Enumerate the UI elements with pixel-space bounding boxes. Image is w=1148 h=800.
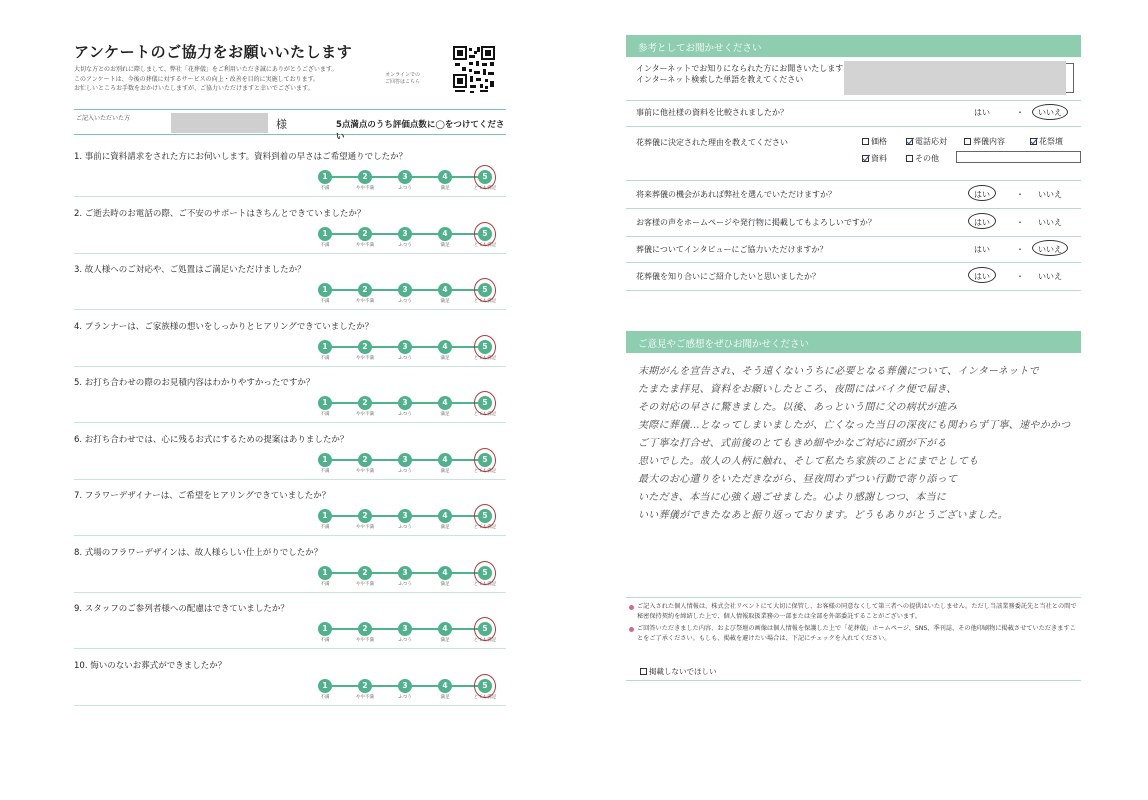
rating-option-5[interactable]: 5	[478, 509, 492, 523]
publish-voice-yes[interactable]: はい	[974, 218, 990, 227]
reason-row	[626, 127, 1081, 181]
checkbox-icon[interactable]	[862, 138, 869, 145]
rating-option-4[interactable]: 4	[438, 679, 452, 693]
rating-label: 不満	[320, 468, 330, 474]
reference-sheet	[618, 25, 1088, 695]
divider	[74, 366, 506, 367]
question-text: 10. 悔いのないお葬式ができましたか？	[74, 660, 227, 671]
rating-option-2[interactable]: 2	[358, 396, 372, 410]
rating-option-5[interactable]: 5	[478, 170, 492, 184]
compare-no[interactable]: いいえ	[1038, 108, 1062, 117]
rating-label: とても満足	[473, 412, 497, 417]
divider	[74, 253, 506, 254]
rating-label: 満足	[440, 242, 450, 248]
rating-option-2[interactable]: 2	[358, 509, 372, 523]
divider	[74, 705, 506, 706]
checkbox-icon[interactable]	[640, 668, 647, 675]
rating-label: やや不満	[356, 299, 374, 304]
question-text: 5. お打ち合わせの際のお見積内容はわかりやすかったですか？	[74, 378, 315, 388]
rating-scale	[318, 396, 497, 420]
rating-option-1[interactable]: 1	[318, 227, 332, 241]
rating-option-4[interactable]: 4	[438, 283, 452, 297]
question-text: 2. ご逝去時のお電話の際、ご不安のサポートはきちんとできていましたか？	[74, 208, 366, 219]
introduce-question: 花葬儀を知り合いにご紹介したいと思いましたか？	[636, 272, 820, 281]
rating-label: 満足	[440, 525, 450, 530]
rating-option-2[interactable]: 2	[358, 170, 372, 184]
name-suffix: 様	[276, 118, 287, 131]
rating-option-4[interactable]: 4	[438, 453, 452, 467]
rating-label: 不満	[320, 186, 330, 191]
rating-option-5[interactable]: 5	[478, 227, 492, 241]
rating-label: 不満	[320, 581, 330, 587]
separator: ・	[1016, 218, 1024, 227]
rating-option-5[interactable]: 5	[478, 566, 492, 580]
rating-option-5[interactable]: 5	[478, 283, 492, 297]
rating-scale	[318, 227, 497, 251]
rating-label: やや不満	[356, 186, 374, 191]
rating-option-1[interactable]: 1	[318, 340, 332, 354]
rating-scale	[318, 453, 497, 477]
rating-scale	[318, 509, 497, 533]
rating-label: 不満	[320, 412, 330, 417]
choose-again-yes[interactable]: はい	[974, 190, 990, 199]
separator: ・	[1016, 190, 1024, 199]
reason-question: 花葬儀に決定された理由を教えてください	[636, 138, 788, 147]
compare-row	[626, 101, 1081, 127]
qr-code-icon[interactable]	[452, 45, 496, 95]
rating-option-3[interactable]: 3	[398, 679, 412, 693]
survey-sheet	[40, 25, 520, 765]
survey-intro: 大切な方とのお別れに際しまして、弊社「花葬儀」をご利用いただき誠にありがとうございます。 このアンケートは、今後の葬儀に対するサービスの向上・改善を目的に実施しております。 お忙しいところお手数をおかけいたしますが、ご協力いただけますと幸いでございます。	[74, 66, 338, 92]
rating-scale	[318, 170, 497, 194]
rating-option-2[interactable]: 2	[358, 453, 372, 467]
rating-option-4[interactable]: 4	[438, 509, 452, 523]
publish-voice-question: お客様の声をホームページや発行物に掲載してもよろしいですか？	[636, 218, 876, 227]
question-text: 3. 故人様へのご対応や、ご処置はご満足いただけましたか？	[74, 265, 306, 275]
choose-again-selected-circle	[968, 185, 996, 201]
interview-question: 葬儀についてインタビューにご協力いただけますか？	[636, 245, 828, 254]
score-instruction: 5点満点のうち評価点数に◯をつけてください	[336, 120, 505, 142]
name-label: ご記入いただいた方	[76, 115, 131, 122]
search-term-field[interactable]	[1066, 63, 1074, 93]
question-text: 9. スタッフのご参列者様への配慮はできていましたか？	[74, 604, 289, 614]
rating-label: やや不満	[356, 412, 374, 417]
rating-scale	[318, 566, 497, 590]
rating-label: 不満	[320, 299, 330, 304]
rating-option-4[interactable]: 4	[438, 622, 452, 636]
rating-label: とても満足	[473, 468, 497, 474]
separator: ・	[1016, 245, 1024, 254]
search-term-redaction	[844, 61, 1066, 95]
reason-content[interactable]: 葬儀内容	[964, 136, 1005, 147]
rating-option-1[interactable]: 1	[318, 453, 332, 467]
rating-option-1[interactable]: 1	[318, 396, 332, 410]
rating-label: ふつう	[398, 242, 412, 248]
rating-label: とても満足	[473, 694, 497, 700]
checkbox-checked-icon[interactable]	[906, 138, 913, 145]
name-row	[74, 109, 506, 142]
rating-label: 満足	[440, 468, 450, 474]
rating-label: 満足	[440, 299, 450, 304]
divider	[626, 680, 1081, 681]
rating-option-3[interactable]: 3	[398, 622, 412, 636]
rating-option-1[interactable]: 1	[318, 566, 332, 580]
divider	[74, 196, 506, 197]
rating-label: 満足	[440, 186, 450, 191]
rating-option-3[interactable]: 3	[398, 283, 412, 297]
introduce-no[interactable]: いいえ	[1038, 272, 1062, 281]
checkbox-checked-icon[interactable]	[1030, 138, 1037, 145]
rating-scale	[318, 340, 497, 364]
rating-option-1[interactable]: 1	[318, 283, 332, 297]
choose-again-question: 将来葬儀の機会があれば弊社を選んでいただけますか？	[636, 190, 836, 199]
rating-label: 満足	[440, 694, 450, 700]
publish-voice-row	[626, 209, 1081, 237]
checkbox-icon[interactable]	[964, 138, 971, 145]
rating-label: ふつう	[398, 525, 412, 530]
rating-label: とても満足	[473, 638, 497, 643]
rating-label: やや不満	[356, 468, 374, 474]
reason-other[interactable]: その他	[906, 153, 939, 164]
rating-option-4[interactable]: 4	[438, 227, 452, 241]
rating-label: やや不満	[356, 242, 374, 248]
rating-option-2[interactable]: 2	[358, 622, 372, 636]
divider	[74, 535, 506, 536]
question-text: 6. お打ち合わせでは、心に残るお式にするための提案はありましたか？	[74, 434, 349, 445]
rating-label: ふつう	[398, 638, 412, 643]
divider	[74, 648, 506, 649]
rating-option-3[interactable]: 3	[398, 396, 412, 410]
introduce-selected-circle	[968, 267, 996, 283]
rating-label: 満足	[440, 638, 450, 643]
rating-label: やや不満	[356, 355, 374, 361]
interview-row	[626, 237, 1081, 263]
rating-label: 満足	[440, 581, 450, 587]
reason-other-field[interactable]	[956, 151, 1081, 163]
compare-yes[interactable]: はい	[974, 108, 990, 117]
rating-label: やや不満	[356, 638, 374, 643]
rating-label: 満足	[440, 412, 450, 417]
rating-label: ふつう	[398, 581, 412, 587]
rating-label: やや不満	[356, 525, 374, 530]
checkbox-icon[interactable]	[906, 155, 913, 162]
survey-title: アンケートのご協力をお願いいたします	[74, 43, 353, 61]
rating-option-2[interactable]: 2	[358, 566, 372, 580]
separator: ・	[1016, 272, 1024, 281]
question-text: 8. 式場のフラワーデザインは、故人様らしい仕上がりでしたか？	[74, 547, 323, 558]
rating-option-4[interactable]: 4	[438, 566, 452, 580]
rating-option-3[interactable]: 3	[398, 453, 412, 467]
opt-out-checkbox[interactable]: 掲載しないでほしい	[640, 666, 717, 677]
internet-search-question: インターネットでお知りになられた方にお聞きいたします インターネット検索した単語を教えてください	[636, 64, 844, 84]
divider	[74, 422, 506, 423]
question-text: 4. プランナーは、ご家族様の想いをしっかりとヒアリングできていましたか？	[74, 321, 374, 332]
privacy-notes	[628, 602, 1078, 646]
reference-header: 参考としてお聞かせください	[626, 35, 1081, 57]
rating-label: やや不満	[356, 581, 374, 587]
rating-label: とても満足	[473, 186, 497, 191]
rating-label: 不満	[320, 242, 330, 248]
rating-option-5[interactable]: 5	[478, 340, 492, 354]
rating-label: とても満足	[473, 581, 497, 587]
rating-scale	[318, 622, 497, 646]
rating-option-2[interactable]: 2	[358, 340, 372, 354]
rating-option-3[interactable]: 3	[398, 509, 412, 523]
rating-option-5[interactable]: 5	[478, 396, 492, 410]
choose-again-no[interactable]: いいえ	[1038, 190, 1062, 199]
rating-option-2[interactable]: 2	[358, 679, 372, 693]
rating-option-3[interactable]: 3	[398, 227, 412, 241]
checkbox-checked-icon[interactable]	[862, 155, 869, 162]
rating-option-5[interactable]: 5	[478, 679, 492, 693]
rating-option-4[interactable]: 4	[438, 340, 452, 354]
rating-option-2[interactable]: 2	[358, 227, 372, 241]
rating-label: とても満足	[473, 299, 497, 304]
introduce-yes[interactable]: はい	[974, 272, 990, 281]
reason-price[interactable]: 価格	[862, 136, 887, 147]
rating-option-5[interactable]: 5	[478, 622, 492, 636]
rating-option-1[interactable]: 1	[318, 679, 332, 693]
question-text: 7. フラワーデザイナーは、ご希望をヒアリングできていましたか？	[74, 491, 331, 501]
rating-label: とても満足	[473, 355, 497, 361]
divider	[74, 592, 506, 593]
reason-phone[interactable]: 電話応対	[906, 136, 947, 147]
rating-label: ふつう	[398, 468, 412, 474]
rating-label: 不満	[320, 525, 330, 530]
question-text: 1. 事前に資料請求をされた方にお伺いします。資料到着の早さはご希望通りでしたか？	[74, 152, 408, 162]
rating-label: 満足	[440, 355, 450, 361]
compare-question: 事前に他社様の資料を比較されましたか？	[636, 108, 788, 117]
interview-selected-circle	[1032, 240, 1068, 256]
rating-label: 不満	[320, 355, 330, 361]
interview-no[interactable]: いいえ	[1038, 245, 1062, 254]
rating-option-1[interactable]: 1	[318, 509, 332, 523]
rating-option-2[interactable]: 2	[358, 283, 372, 297]
rating-label: ふつう	[398, 694, 412, 700]
rating-label: とても満足	[473, 242, 497, 248]
rating-option-1[interactable]: 1	[318, 170, 332, 184]
rating-option-1[interactable]: 1	[318, 622, 332, 636]
internet-search-row	[626, 59, 1081, 101]
rating-label: ふつう	[398, 186, 412, 191]
rating-option-3[interactable]: 3	[398, 170, 412, 184]
privacy-note: ご記入された個人情報は、株式会社リベントにて大切に保管し、お客様の同意なくして第三者への提供はいたしません。ただし当該業務委託先と当社との間で秘密保持契約を締結した上で、個人情報取扱業務の一部または全部を外部委託することがございます。	[628, 602, 1078, 622]
rating-label: とても満足	[473, 525, 497, 530]
rating-label: 不満	[320, 694, 330, 700]
comments-header: ご意見やご感想をぜひお聞かせください	[626, 331, 1081, 353]
rating-label: ふつう	[398, 412, 412, 417]
choose-again-row	[626, 181, 1081, 209]
interview-yes[interactable]: はい	[974, 245, 990, 254]
rating-option-3[interactable]: 3	[398, 566, 412, 580]
name-redaction	[171, 113, 268, 133]
publish-voice-no[interactable]: いいえ	[1038, 218, 1062, 227]
rating-label: ふつう	[398, 299, 412, 304]
publication-note: ご回答いただきました内容、および祭壇の画像は個人情報を保護した上で「花葬儀」ホームページ、SNS、季刊誌、その他印刷物に掲載させていただきますことをご了承ください。もしも、掲載を避けたい場合は、下記にチェックを入れてください。	[628, 624, 1078, 644]
rating-label: 不満	[320, 638, 330, 643]
reason-brochure[interactable]: 資料	[862, 153, 887, 164]
rating-option-5[interactable]: 5	[478, 453, 492, 467]
introduce-row	[626, 263, 1081, 291]
rating-option-3[interactable]: 3	[398, 340, 412, 354]
compare-selected-circle	[1032, 104, 1068, 120]
rating-option-4[interactable]: 4	[438, 396, 452, 410]
divider	[74, 309, 506, 310]
publish-voice-selected-circle	[968, 213, 996, 229]
reason-flower-altar[interactable]: 花祭壇	[1030, 136, 1063, 147]
qr-note: オンラインでの ご回答はこちら	[385, 72, 421, 85]
rating-option-4[interactable]: 4	[438, 170, 452, 184]
rating-label: ふつう	[398, 355, 412, 361]
handwritten-comment: 末期がんを宣告され、そう遠くないうちに必要となる葬儀について、インターネットで たまたま拝見、資料をお願いしたところ、夜間にはバイク便で届き、 その対応の早さに驚きました。以後、あっという間に父の病状が進み 実際に葬儀…となってしまいましたが、亡くなった当日の深夜にも関わらず丁寧、速やかかつ ご丁寧な打合せ、式前後のとてもきめ細やかなご対応に頭が下がる 思いでした。故人の人柄に触れ、そして私たち家族のことにまでとしても 最大のお心遣りをいただきながら、昼夜問わずつい行動で寄り添って いただき、本当に心強く過ごせました。心より感謝しつつ、本当に いい葬儀ができたなあと振り返っております。どうもありがとうございました。	[638, 366, 1071, 521]
divider	[74, 479, 506, 480]
rating-scale	[318, 679, 497, 703]
rating-scale	[318, 283, 497, 307]
separator: ・	[1016, 108, 1024, 117]
rating-label: やや不満	[356, 694, 374, 700]
